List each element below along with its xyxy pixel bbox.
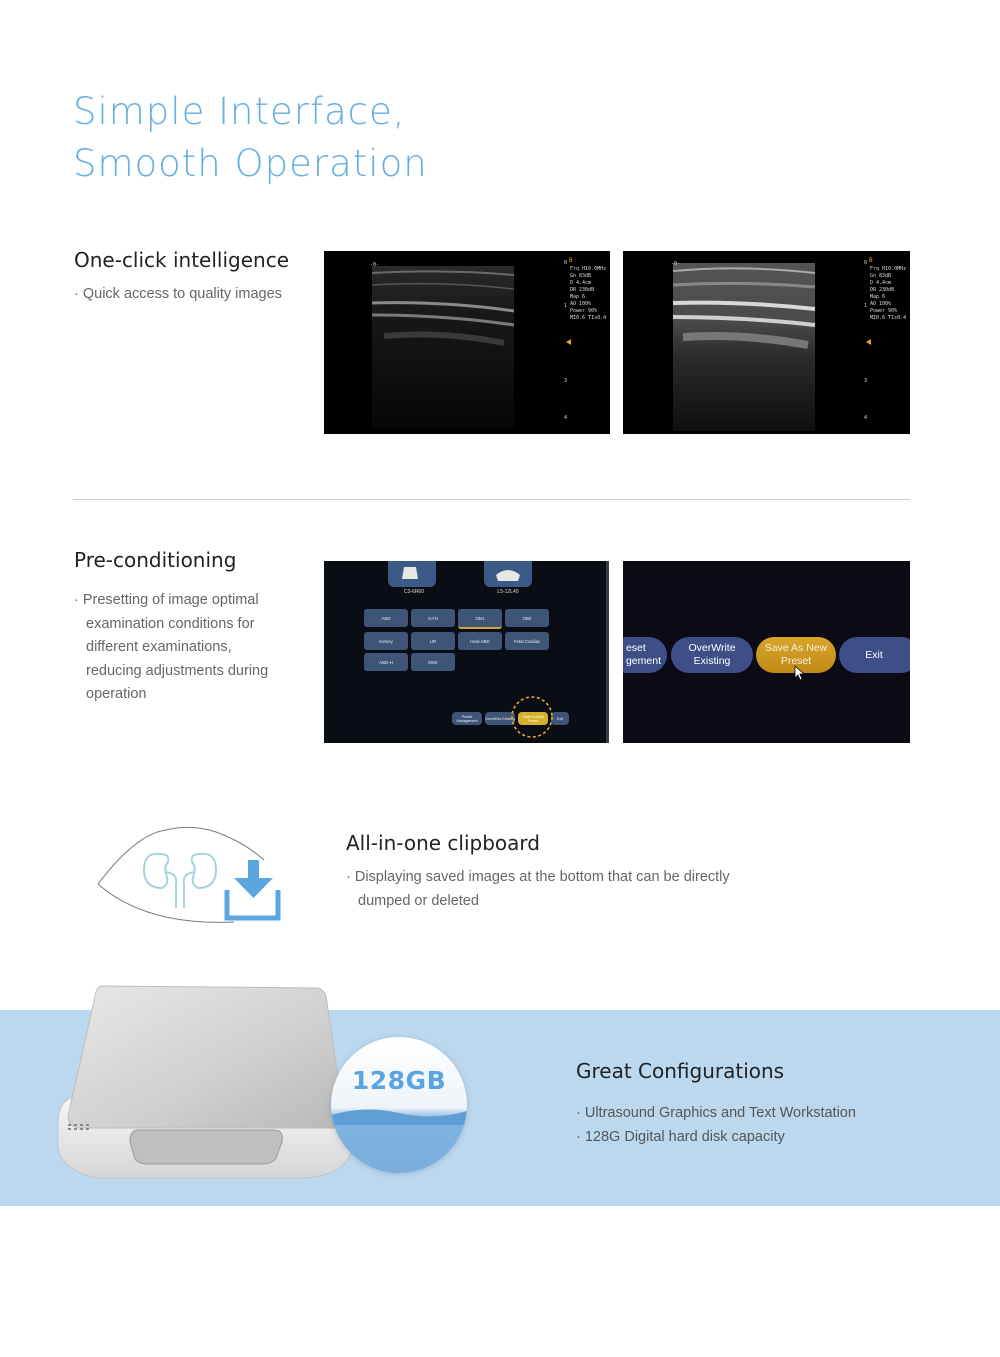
svg-text:Frq H10.0MHz: Frq H10.0MHz [570, 266, 607, 272]
svg-text:3: 3 [564, 378, 568, 384]
exam-button[interactable]: Kidney [364, 632, 408, 650]
device-illustration [56, 978, 366, 1184]
exam-button[interactable]: GYN [411, 609, 455, 627]
one-click-bullet: · Quick access to quality images [74, 286, 282, 302]
save-as-new-preset-button[interactable]: Save As New Preset [756, 637, 836, 673]
page-title [73, 86, 428, 190]
svg-text:B: B [869, 257, 873, 264]
svg-text:DR 230dB: DR 230dB [870, 287, 895, 293]
one-click-heading: One-click intelligence [74, 248, 290, 272]
clipboard-heading: All-in-one clipboard [346, 831, 540, 855]
svg-text:-0-: -0- [671, 261, 681, 267]
configurations-bullets: · Ultrasound Graphics and Text Workstation · 128G Digital hard disk capacity [576, 1105, 856, 1145]
configurations-heading: Great Configurations [576, 1059, 785, 1083]
svg-text:Map 6: Map 6 [570, 294, 586, 300]
svg-text:4: 4 [564, 415, 568, 421]
svg-text:B: B [569, 257, 573, 264]
clipboard-illustration [96, 826, 286, 926]
svg-text:Map 6: Map 6 [870, 294, 886, 300]
svg-text:D 4.4cm: D 4.4cm [570, 280, 592, 286]
probe-label-1: C3-6R60 [403, 589, 424, 595]
ultrasound-image-before [324, 251, 610, 434]
preconditioning-heading: Pre-conditioning [74, 548, 237, 572]
exam-button[interactable]: Fetal Cardiac [505, 632, 549, 650]
exam-button[interactable]: OB2 [505, 609, 549, 627]
title-line-1: Simple Interface, [73, 90, 406, 133]
svg-text:-0-: -0- [370, 262, 380, 268]
preset-management-button[interactable]: eset gement [623, 637, 667, 673]
overwrite-existing-button[interactable]: OverWrite Existing [671, 637, 753, 673]
svg-text:1: 1 [864, 303, 868, 309]
kidney-icon [144, 854, 216, 908]
svg-text:AO 100%: AO 100% [870, 301, 892, 307]
exit-button[interactable]: Exit [551, 712, 569, 725]
scan-params-2 [868, 255, 910, 330]
svg-text:Power 90%: Power 90% [870, 308, 898, 314]
svg-text:3: 3 [864, 378, 868, 384]
exam-button[interactable]: MSK [411, 653, 455, 671]
svg-text:Power 90%: Power 90% [570, 308, 598, 314]
ultrasound-image-after [623, 251, 910, 434]
storage-badge [331, 1037, 467, 1173]
svg-text:Gn 83dB: Gn 83dB [870, 273, 892, 279]
download-icon [227, 860, 278, 918]
preset-management-button[interactable]: Preset Management [452, 712, 482, 725]
section-divider [73, 499, 910, 500]
exam-button[interactable]: OB1 [458, 609, 502, 629]
svg-text:1: 1 [564, 303, 568, 309]
exam-button[interactable]: UR [411, 632, 455, 650]
svg-text:DR 230dB: DR 230dB [570, 287, 595, 293]
storage-capacity: 128GB [351, 1066, 447, 1095]
svg-text:MI0.6 TIs0.4: MI0.6 TIs0.4 [570, 315, 607, 321]
exam-button[interactable]: Heal ABD [458, 632, 502, 650]
preconditioning-bullet: · Presetting of image optimal examination conditions for different examinations, reducing adjustments during operation [74, 592, 269, 702]
svg-text:Gn 83dB: Gn 83dB [570, 273, 592, 279]
cursor-icon [794, 665, 806, 681]
probe-icon[interactable] [484, 561, 532, 587]
title-line-2: Smooth Operation [73, 142, 428, 185]
svg-text:4: 4 [864, 415, 868, 421]
probe-icon[interactable] [388, 561, 436, 587]
svg-text:0: 0 [864, 260, 868, 266]
probe-label-2: L5-12L40 [497, 589, 519, 595]
exam-button[interactable]: ABD-H [364, 653, 408, 671]
svg-text:Frq H10.0MHz: Frq H10.0MHz [870, 266, 907, 272]
preset-screen [324, 561, 609, 743]
clipboard-bullet: · Displaying saved images at the bottom that can be directly dumped or deleted [346, 869, 730, 909]
svg-text:0: 0 [564, 260, 568, 266]
save-as-new-preset-button[interactable]: Save As New Preset [518, 712, 548, 725]
svg-text:AO 100%: AO 100% [570, 301, 592, 307]
svg-text:D 4.4cm: D 4.4cm [870, 280, 892, 286]
scan-params-1 [568, 255, 610, 330]
preset-zoom-screen [623, 561, 910, 743]
exam-button[interactable]: ABD [364, 609, 408, 627]
overwrite-existing-button[interactable]: OverWrite Existing [485, 712, 515, 725]
exit-button[interactable]: Exit [839, 637, 910, 673]
svg-text:MI0.6 TIs0.4: MI0.6 TIs0.4 [870, 315, 907, 321]
highlight-circle [510, 694, 554, 740]
